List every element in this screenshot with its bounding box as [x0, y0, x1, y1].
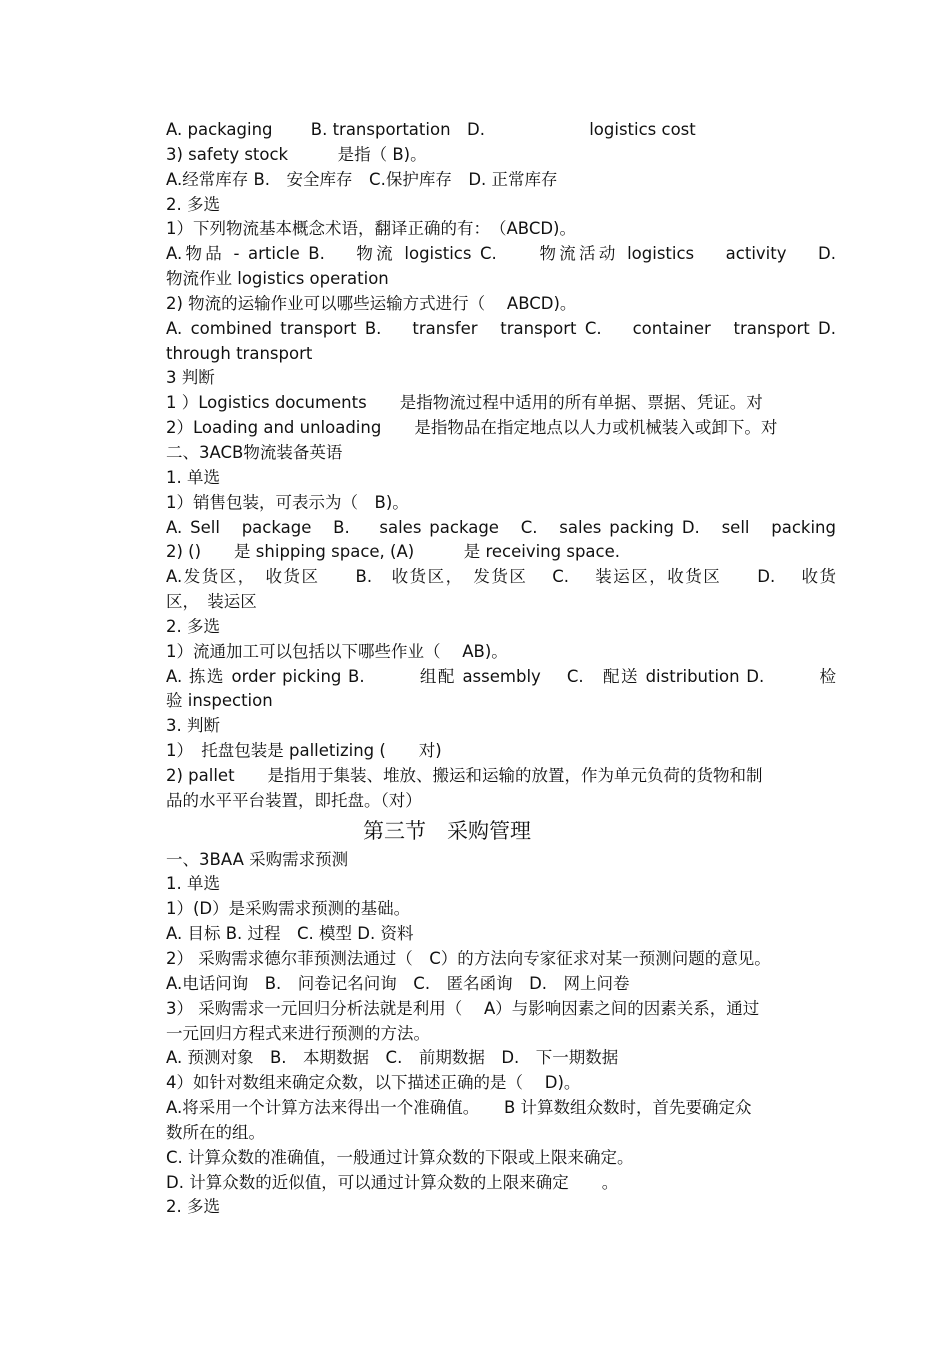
- text-line: 4）如针对数组来确定众数，以下描述正确的是（ D)。: [166, 1073, 581, 1093]
- text-line: 3 判断: [166, 368, 215, 388]
- text-line: 验 inspection: [166, 691, 273, 711]
- section-title: 第三节 采购管理: [363, 818, 531, 843]
- text-line: 区， 装运区: [166, 592, 257, 612]
- text-line: 1）下列物流基本概念术语，翻译正确的有： （ABCD)。: [166, 219, 576, 239]
- text-line: A.电话问询 B. 问卷记名问询 C. 匿名函询 D. 网上问卷: [166, 973, 630, 993]
- text-line: 一、3BAA 采购需求预测: [166, 849, 349, 869]
- text-line: A.物品 - article B. 物流 logistics C. 物流活动 logistics activity D.: [166, 244, 836, 264]
- text-line: 2）Loading and unloading 是指物品在指定地点以人力或机械装入或卸下。对: [166, 418, 778, 438]
- text-line: 3) safety stock 是指（ B)。: [166, 144, 427, 164]
- document-page: [166, 118, 836, 1220]
- text-line: 2) pallet 是指用于集装、堆放、搬运和运输的放置，作为单元负荷的货物和制: [166, 765, 763, 785]
- text-line: A.将采用一个计算方法来得出一个准确值。 B 计算数组众数时，首先要确定众: [166, 1098, 752, 1118]
- text-line: 3） 采购需求一元回归分析法就是利用（ A）与影响因素之间的因素关系，通过: [166, 998, 760, 1018]
- text-line: 一元回归方程式来进行预测的方法。: [166, 1023, 430, 1043]
- text-line: 1）(D）是采购需求预测的基础。: [166, 899, 411, 919]
- text-line: 数所在的组。: [166, 1122, 265, 1142]
- text-line: 1） 托盘包装是 palletizing ( 对): [166, 741, 442, 761]
- text-line: A. 目标 B. 过程 C. 模型 D. 资料: [166, 924, 414, 944]
- text-line: 3. 判断: [166, 716, 220, 736]
- text-line: 物流作业 logistics operation: [166, 269, 389, 289]
- text-line: 1. 单选: [166, 874, 220, 894]
- text-line: 2. 多选: [166, 194, 220, 214]
- text-line: A. packaging B. transportation D. logistics cost: [166, 120, 696, 139]
- text-line: A. 预测对象 B. 本期数据 C. 前期数据 D. 下一期数据: [166, 1048, 619, 1068]
- text-line: 品的水平平台装置，即托盘。（对）: [166, 790, 422, 810]
- text-line: 1）流通加工可以包括以下哪些作业（ AB)。: [166, 641, 508, 661]
- text-line: 2) 物流的运输作业可以哪些运输方式进行（ ABCD)。: [166, 293, 577, 313]
- text-line: A. combined transport B. transfer transport C. container transport D.: [166, 318, 836, 338]
- text-line: 1 ）Logistics documents 是指物流过程中适用的所有单据、票据、凭证。对: [166, 393, 763, 413]
- text-line: 1）销售包装，可表示为（ B)。: [166, 492, 409, 512]
- text-line: A. 拣选 order picking B. 组配 assembly C. 配送 distribution D. 检: [166, 666, 836, 686]
- text-line: 1. 单选: [166, 467, 220, 487]
- text-line: 2) () 是 shipping space, (A) 是 receiving space.: [166, 542, 620, 562]
- text-line: through transport: [166, 343, 313, 363]
- text-line: 2） 采购需求德尔菲预测法通过（ C）的方法向专家征求对某一预测问题的意见。: [166, 949, 771, 968]
- text-line: 二、3ACB物流装备英语: [166, 442, 343, 462]
- text-line: A.经常库存 B. 安全库存 C.保护库存 D. 正常库存: [166, 169, 558, 189]
- text-line: 2. 多选: [166, 1197, 220, 1217]
- text-line: D. 计算众数的近似值，可以通过计算众数的上限来确定 。: [166, 1172, 619, 1192]
- text-line: A. Sell package B. sales package C. sales packing D. sell packing: [166, 517, 836, 537]
- text-line: A.发货区， 收货区 B. 收货区， 发货区 C. 装运区，收货区 D. 收货: [166, 567, 836, 587]
- text-line: 2. 多选: [166, 616, 220, 636]
- text-line: C. 计算众数的准确值，一般通过计算众数的下限或上限来确定。: [166, 1147, 634, 1167]
